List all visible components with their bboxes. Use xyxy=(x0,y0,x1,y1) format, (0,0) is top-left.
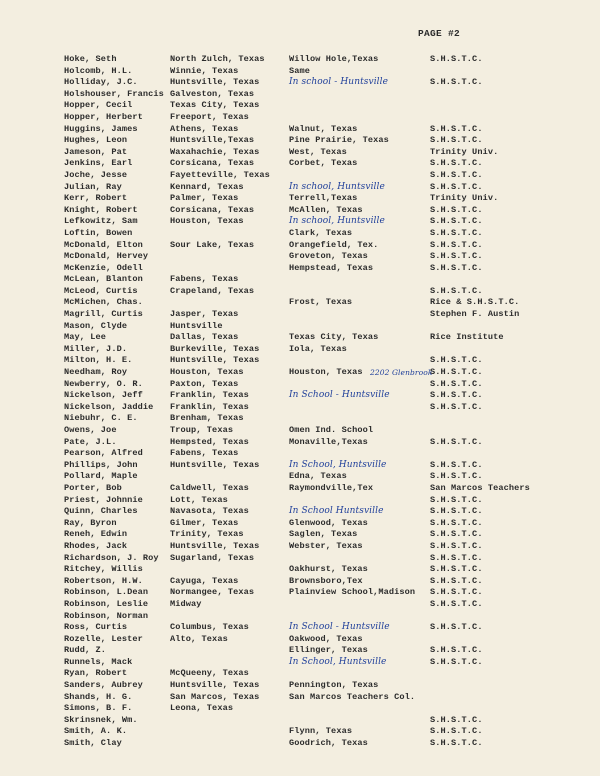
roster-row xyxy=(0,668,600,680)
home-town: Franklin, Texas xyxy=(170,390,249,401)
school-location: Webster, Texas xyxy=(289,540,363,551)
roster-row xyxy=(0,321,600,333)
college: S.H.S.T.C. xyxy=(430,390,483,401)
handwritten-note: In School, Huntsville xyxy=(289,656,387,667)
roster-list xyxy=(0,54,600,750)
roster-row xyxy=(0,726,600,738)
school-location: Goodrich, Texas xyxy=(289,738,368,749)
college: S.H.S.T.C. xyxy=(430,204,483,215)
home-town: Sugarland, Texas xyxy=(170,552,255,563)
college: S.H.S.T.C. xyxy=(430,262,483,273)
roster-row xyxy=(0,112,600,124)
student-name: Hopper, Cecil xyxy=(64,100,133,111)
student-name: Holliday, J.C. xyxy=(64,77,138,88)
student-name: Niebuhr, C. E. xyxy=(64,413,138,424)
school-location: Glenwood, Texas xyxy=(289,517,368,528)
home-town: Texas City, Texas xyxy=(170,100,260,111)
roster-row xyxy=(0,541,600,553)
student-name: Ryan, Robert xyxy=(64,668,128,679)
roster-row xyxy=(0,379,600,391)
home-town: Midway xyxy=(170,598,202,609)
student-name: Julian, Ray xyxy=(64,181,122,192)
student-name: Magrill, Curtis xyxy=(64,309,143,320)
home-town: Kennard, Texas xyxy=(170,181,244,192)
college: S.H.S.T.C. xyxy=(430,517,483,528)
school-location: Pennington, Texas xyxy=(289,680,379,691)
college: S.H.S.T.C. xyxy=(430,77,483,88)
school-location: Hempstead, Texas xyxy=(289,262,374,273)
student-name: Robinson, L.Dean xyxy=(64,587,149,598)
roster-row xyxy=(0,645,600,657)
student-name: Sanders, Aubrey xyxy=(64,680,143,691)
student-name: Ross, Curtis xyxy=(64,622,128,633)
roster-row xyxy=(0,390,600,402)
college: S.H.S.T.C. xyxy=(430,401,483,412)
student-name: McMichen, Chas. xyxy=(64,297,143,308)
college: Rice Institute xyxy=(430,332,504,343)
college: S.H.S.T.C. xyxy=(430,251,483,262)
roster-row xyxy=(0,460,600,472)
handwritten-note: In School - Huntsville xyxy=(289,622,390,633)
student-name: Ray, Byron xyxy=(64,517,117,528)
student-name: Jameson, Pat xyxy=(64,146,128,157)
school-location: McAllen, Texas xyxy=(289,204,363,215)
college: S.H.S.T.C. xyxy=(430,587,483,598)
college: S.H.S.T.C. xyxy=(430,239,483,250)
school-location: Iola, Texas xyxy=(289,343,347,354)
roster-row xyxy=(0,251,600,263)
school-location: Clark, Texas xyxy=(289,227,353,238)
roster-row xyxy=(0,205,600,217)
college: S.H.S.T.C. xyxy=(430,355,483,366)
roster-row xyxy=(0,100,600,112)
roster-row xyxy=(0,483,600,495)
handwritten-note: In school - Huntsville xyxy=(289,77,389,88)
roster-row xyxy=(0,240,600,252)
handwritten-note: In School Huntsville xyxy=(289,506,384,517)
home-town: Fayetteville, Texas xyxy=(170,169,270,180)
home-town: Corsicana, Texas xyxy=(170,158,255,169)
school-location: Corbet, Texas xyxy=(289,158,358,169)
handwritten-address: 2202 Glenbrook xyxy=(370,368,433,378)
home-town: Winnie, Texas xyxy=(170,65,239,76)
student-name: Milton, H. E. xyxy=(64,355,133,366)
roster-row xyxy=(0,413,600,425)
school-location: Terrell,Texas xyxy=(289,193,358,204)
student-name: McLean, Blanton xyxy=(64,274,143,285)
home-town: Huntsville, Texas xyxy=(170,540,260,551)
student-name: Smith, Clay xyxy=(64,738,122,749)
roster-row xyxy=(0,124,600,136)
student-name: Nickelson, Jaddie xyxy=(64,401,154,412)
roster-row xyxy=(0,263,600,275)
roster-row xyxy=(0,135,600,147)
home-town: Crapeland, Texas xyxy=(170,285,255,296)
roster-row xyxy=(0,332,600,344)
school-location: San Marcos Teachers Col. xyxy=(289,691,416,702)
college: Stephen F. Austin xyxy=(430,309,520,320)
student-name: Huggins, James xyxy=(64,123,138,134)
home-town: Gilmer, Texas xyxy=(170,517,239,528)
student-name: McDonald, Elton xyxy=(64,239,143,250)
roster-row xyxy=(0,425,600,437)
student-name: Reneh, Edwin xyxy=(64,529,128,540)
school-location: West, Texas xyxy=(289,146,347,157)
roster-row xyxy=(0,66,600,78)
roster-row xyxy=(0,228,600,240)
handwritten-note: In School - Huntsville xyxy=(289,390,390,401)
college: S.H.S.T.C. xyxy=(430,506,483,517)
handwritten-note: In school, Huntsville xyxy=(289,216,385,227)
roster-row xyxy=(0,518,600,530)
home-town: San Marcos, Texas xyxy=(170,691,260,702)
roster-row xyxy=(0,506,600,518)
student-name: Pollard, Maple xyxy=(64,471,138,482)
college: S.H.S.T.C. xyxy=(430,216,483,227)
home-town: Leona, Texas xyxy=(170,703,234,714)
college: S.H.S.T.C. xyxy=(430,529,483,540)
school-location: Orangefield, Tex. xyxy=(289,239,379,250)
college: S.H.S.T.C. xyxy=(430,181,483,192)
roster-row xyxy=(0,182,600,194)
school-location: Same xyxy=(289,65,311,76)
student-name: Newberry, O. R. xyxy=(64,378,143,389)
student-name: McKenzie, Odell xyxy=(64,262,143,273)
student-name: Holshouser, Francis xyxy=(64,88,164,99)
roster-row xyxy=(0,77,600,89)
home-town: Caldwell, Texas xyxy=(170,482,249,493)
college: S.H.S.T.C. xyxy=(430,378,483,389)
school-location: Plainview School,Madison xyxy=(289,587,416,598)
student-name: Robinson, Leslie xyxy=(64,598,149,609)
student-name: Lefkowitz, Sam xyxy=(64,216,138,227)
student-name: Hughes, Leon xyxy=(64,135,128,146)
college: S.H.S.T.C. xyxy=(430,471,483,482)
home-town: Cayuga, Texas xyxy=(170,575,239,586)
roster-row xyxy=(0,564,600,576)
home-town: Houston, Texas xyxy=(170,367,244,378)
student-name: Skrinsnek, Wm. xyxy=(64,714,138,725)
student-name: Hopper, Herbert xyxy=(64,111,143,122)
school-location: Flynn, Texas xyxy=(289,726,353,737)
home-town: Houston, Texas xyxy=(170,216,244,227)
college: San Marcos Teachers xyxy=(430,482,530,493)
student-name: Richardson, J. Roy xyxy=(64,552,159,563)
roster-row xyxy=(0,309,600,321)
college: S.H.S.T.C. xyxy=(430,158,483,169)
roster-row xyxy=(0,495,600,507)
roster-row xyxy=(0,680,600,692)
home-town: Huntsville, Texas xyxy=(170,680,260,691)
school-location: Pine Prairie, Texas xyxy=(289,135,389,146)
student-name: Jenkins, Earl xyxy=(64,158,133,169)
roster-row xyxy=(0,216,600,228)
handwritten-note: In School, Huntsville xyxy=(289,459,387,470)
home-town: Huntsville xyxy=(170,320,223,331)
home-town: Navasota, Texas xyxy=(170,506,249,517)
college: Trinity Univ. xyxy=(430,146,499,157)
roster-row xyxy=(0,587,600,599)
home-town: Hempsted, Texas xyxy=(170,436,249,447)
roster-row xyxy=(0,599,600,611)
student-name: Owens, Joe xyxy=(64,425,117,435)
student-name: Knight, Robert xyxy=(64,204,138,215)
college: Rice & S.H.S.T.C. xyxy=(430,297,520,308)
school-location: Houston, Texas xyxy=(289,367,363,378)
college: S.H.S.T.C. xyxy=(430,575,483,586)
college: S.H.S.T.C. xyxy=(430,436,483,447)
home-town: Trinity, Texas xyxy=(170,529,244,540)
school-location: Edna, Texas xyxy=(289,471,347,482)
roster-row xyxy=(0,529,600,541)
home-town: Huntsville, Texas xyxy=(170,355,260,366)
student-name: Miller, J.D. xyxy=(64,343,128,354)
college: S.H.S.T.C. xyxy=(430,367,483,378)
student-name: Priest, Johnnie xyxy=(64,494,143,505)
roster-row xyxy=(0,355,600,367)
college: S.H.S.T.C. xyxy=(430,285,483,296)
student-name: Nickelson, Jeff xyxy=(64,390,143,401)
home-town: Corsicana, Texas xyxy=(170,204,255,215)
college: S.H.S.T.C. xyxy=(430,656,483,667)
college: S.H.S.T.C. xyxy=(430,227,483,238)
roster-row xyxy=(0,193,600,205)
home-town: Normangee, Texas xyxy=(170,587,255,598)
student-name: Shands, H. G. xyxy=(64,691,133,702)
student-name: Phillips, John xyxy=(64,459,138,470)
student-name: Smith, A. K. xyxy=(64,726,128,737)
college: S.H.S.T.C. xyxy=(430,494,483,505)
college: S.H.S.T.C. xyxy=(430,54,483,64)
student-name: Ritchey, Willis xyxy=(64,564,143,575)
school-location: Brownsboro,Tex xyxy=(289,575,363,586)
home-town: Troup, Texas xyxy=(170,425,234,435)
school-location: Ellinger, Texas xyxy=(289,645,368,656)
home-town: Freeport, Texas xyxy=(170,111,249,122)
roster-row xyxy=(0,553,600,565)
school-location: Oakhurst, Texas xyxy=(289,564,368,575)
handwritten-note: In school, Huntsville xyxy=(289,181,385,192)
student-name: Porter, Bob xyxy=(64,482,122,493)
college: S.H.S.T.C. xyxy=(430,622,483,633)
student-name: Robertson, H.W. xyxy=(64,575,143,586)
school-location: Walnut, Texas xyxy=(289,123,358,134)
college: S.H.S.T.C. xyxy=(430,714,483,725)
page-number: PAGE #2 xyxy=(418,28,461,39)
roster-row xyxy=(0,297,600,309)
college: S.H.S.T.C. xyxy=(430,123,483,134)
college: S.H.S.T.C. xyxy=(430,459,483,470)
student-name: Mason, Clyde xyxy=(64,320,128,331)
school-location: Groveton, Texas xyxy=(289,251,368,262)
student-name: Hoke, Seth xyxy=(64,54,117,64)
college: S.H.S.T.C. xyxy=(430,135,483,146)
roster-row xyxy=(0,657,600,669)
home-town: Sour Lake, Texas xyxy=(170,239,255,250)
school-location: Willow Hole,Texas xyxy=(289,54,379,64)
student-name: Robinson, Norman xyxy=(64,610,149,621)
college: Trinity Univ. xyxy=(430,193,499,204)
school-location: Oakwood, Texas xyxy=(289,633,363,644)
student-name: Quinn, Charles xyxy=(64,506,138,517)
roster-row xyxy=(0,158,600,170)
college: S.H.S.T.C. xyxy=(430,564,483,575)
college: S.H.S.T.C. xyxy=(430,169,483,180)
student-name: McLeod, Curtis xyxy=(64,285,138,296)
college: S.H.S.T.C. xyxy=(430,552,483,563)
college: S.H.S.T.C. xyxy=(430,738,483,749)
roster-row xyxy=(0,402,600,414)
roster-row xyxy=(0,437,600,449)
home-town: Palmer, Texas xyxy=(170,193,239,204)
roster-row xyxy=(0,692,600,704)
student-name: Runnels, Mack xyxy=(64,656,133,667)
roster-row xyxy=(0,622,600,634)
college: S.H.S.T.C. xyxy=(430,540,483,551)
student-name: Rudd, Z. xyxy=(64,645,107,656)
roster-row xyxy=(0,274,600,286)
school-location: Frost, Texas xyxy=(289,297,353,308)
home-town: Dallas, Texas xyxy=(170,332,239,343)
home-town: Huntsville,Texas xyxy=(170,135,255,146)
roster-row xyxy=(0,715,600,727)
home-town: McQueeny, Texas xyxy=(170,668,249,679)
college: S.H.S.T.C. xyxy=(430,598,483,609)
home-town: Athens, Texas xyxy=(170,123,239,134)
roster-row xyxy=(0,367,600,379)
student-name: Rozelle, Lester xyxy=(64,633,143,644)
school-location: Omen Ind. School xyxy=(289,425,374,435)
home-town: North Zulch, Texas xyxy=(170,54,265,64)
college: S.H.S.T.C. xyxy=(430,645,483,656)
home-town: Franklin, Texas xyxy=(170,401,249,412)
student-name: Rhodes, Jack xyxy=(64,540,128,551)
school-location: Saglen, Texas xyxy=(289,529,358,540)
roster-row xyxy=(0,89,600,101)
home-town: Fabens, Texas xyxy=(170,274,239,285)
home-town: Jasper, Texas xyxy=(170,309,239,320)
student-name: Needham, Roy xyxy=(64,367,128,378)
home-town: Huntsville, Texas xyxy=(170,77,260,88)
student-name: Pate, J.L. xyxy=(64,436,117,447)
roster-row xyxy=(0,344,600,356)
home-town: Columbus, Texas xyxy=(170,622,249,633)
roster-row xyxy=(0,703,600,715)
student-name: Loftin, Bowen xyxy=(64,227,133,238)
home-town: Alto, Texas xyxy=(170,633,228,644)
roster-row xyxy=(0,611,600,623)
roster-row xyxy=(0,738,600,750)
home-town: Galveston, Texas xyxy=(170,88,255,99)
home-town: Huntsville, Texas xyxy=(170,459,260,470)
student-name: Joche, Jesse xyxy=(64,169,128,180)
home-town: Paxton, Texas xyxy=(170,378,239,389)
roster-row xyxy=(0,54,600,66)
student-name: Holcomb, H.L. xyxy=(64,65,133,76)
roster-row xyxy=(0,634,600,646)
roster-row xyxy=(0,170,600,182)
college: S.H.S.T.C. xyxy=(430,726,483,737)
school-location: Monaville,Texas xyxy=(289,436,368,447)
roster-row xyxy=(0,448,600,460)
home-town: Burkeville, Texas xyxy=(170,343,260,354)
roster-row xyxy=(0,471,600,483)
student-name: May, Lee xyxy=(64,332,107,343)
home-town: Lott, Texas xyxy=(170,494,228,505)
home-town: Fabens, Texas xyxy=(170,448,239,459)
home-town: Brenham, Texas xyxy=(170,413,244,424)
roster-row xyxy=(0,147,600,159)
roster-row xyxy=(0,286,600,298)
student-name: Simons, B. F. xyxy=(64,703,133,714)
student-name: Pearson, Alfred xyxy=(64,448,143,459)
roster-row xyxy=(0,576,600,588)
student-name: McDonald, Hervey xyxy=(64,251,149,262)
school-location: Texas City, Texas xyxy=(289,332,379,343)
home-town: Waxahachie, Texas xyxy=(170,146,260,157)
student-name: Kerr, Robert xyxy=(64,193,128,204)
school-location: Raymondville,Tex xyxy=(289,482,374,493)
